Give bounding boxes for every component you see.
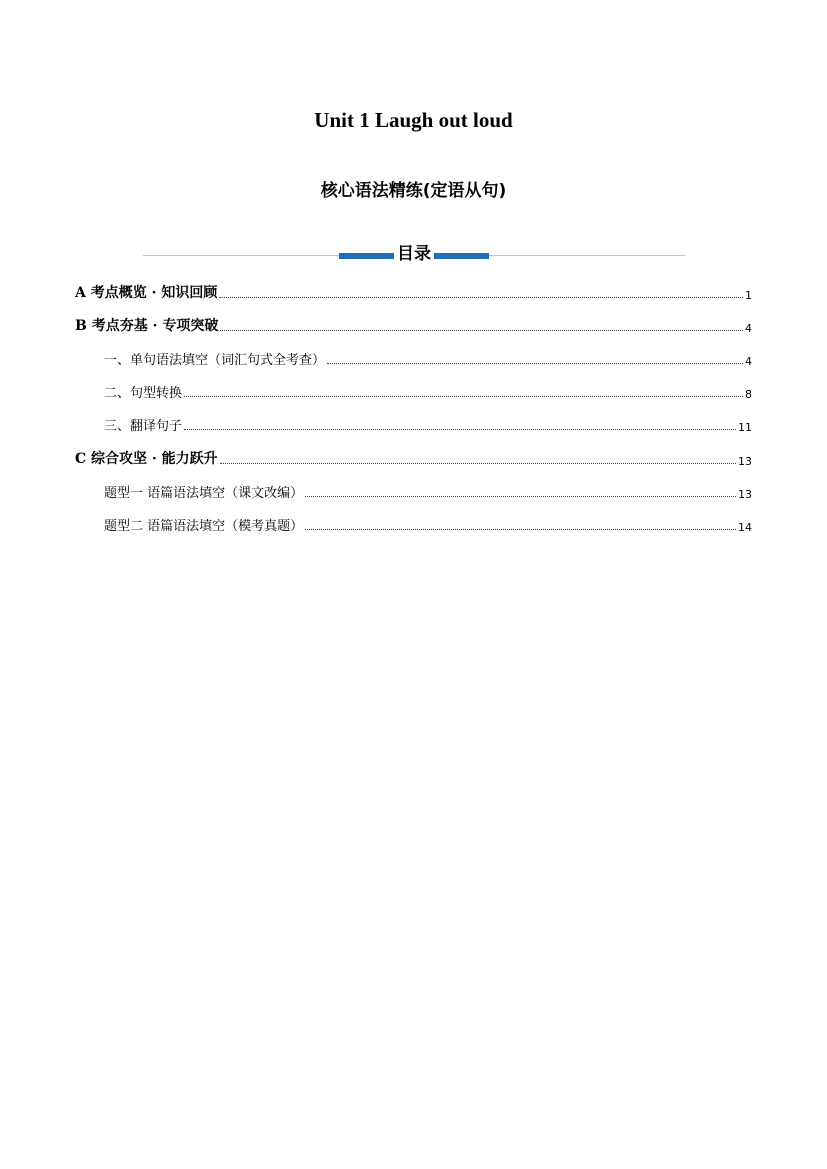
toc-entry-label: C 综合攻坚 · 能力跃升 [75, 451, 218, 467]
toc-leader-dots [220, 462, 736, 464]
toc-entry-b-part-3[interactable] [104, 414, 752, 434]
toc-entry-c-type-1[interactable] [104, 481, 752, 501]
toc-entry-page: 4 [745, 322, 752, 335]
toc-entry-b-part-2[interactable] [104, 381, 752, 401]
toc-entry-page: 14 [738, 521, 752, 534]
toc-entry-label: 二、句型转换 [104, 386, 183, 401]
toc-leader-dots [220, 329, 743, 331]
toc-entry-section-c[interactable] [75, 448, 752, 468]
toc-heading: 目录 [394, 242, 434, 266]
toc-entry-label: A 考点概览 · 知识回顾 [75, 285, 218, 301]
toc-entry-label: 三、翻译句子 [104, 419, 183, 434]
toc-entry-label: 一、单句语法填空（词汇句式全考查） [104, 353, 326, 368]
toc-leader-dots [184, 395, 743, 397]
table-of-contents [0, 0, 827, 560]
page-subtitle: 核心语法精练(定语从句) [320, 181, 507, 201]
toc-entry-page: 8 [745, 388, 752, 401]
toc-entry-label: 题型一 语篇语法填空（课文改编） [104, 486, 304, 501]
toc-entry-section-a[interactable] [75, 282, 752, 302]
page-title: Unit 1 Laugh out loud [314, 108, 513, 132]
toc-entry-page: 11 [738, 421, 752, 434]
toc-entry-label: 题型二 语篇语法填空（模考真题） [104, 519, 304, 534]
toc-leader-dots [327, 362, 743, 364]
toc-leader-dots [184, 428, 736, 430]
toc-entry-label: B 考点夯基 · 专项突破 [75, 318, 219, 334]
toc-entry-page: 4 [745, 355, 752, 368]
toc-entry-page: 13 [738, 488, 752, 501]
toc-entry-c-type-2[interactable] [104, 514, 752, 534]
toc-entry-b-part-1[interactable] [104, 348, 752, 368]
toc-entry-page: 13 [738, 455, 752, 468]
toc-entry-section-b[interactable] [75, 315, 752, 335]
toc-entry-page: 1 [745, 289, 752, 302]
toc-leader-dots [305, 528, 736, 530]
toc-leader-dots [219, 296, 743, 298]
toc-leader-dots [305, 495, 736, 497]
